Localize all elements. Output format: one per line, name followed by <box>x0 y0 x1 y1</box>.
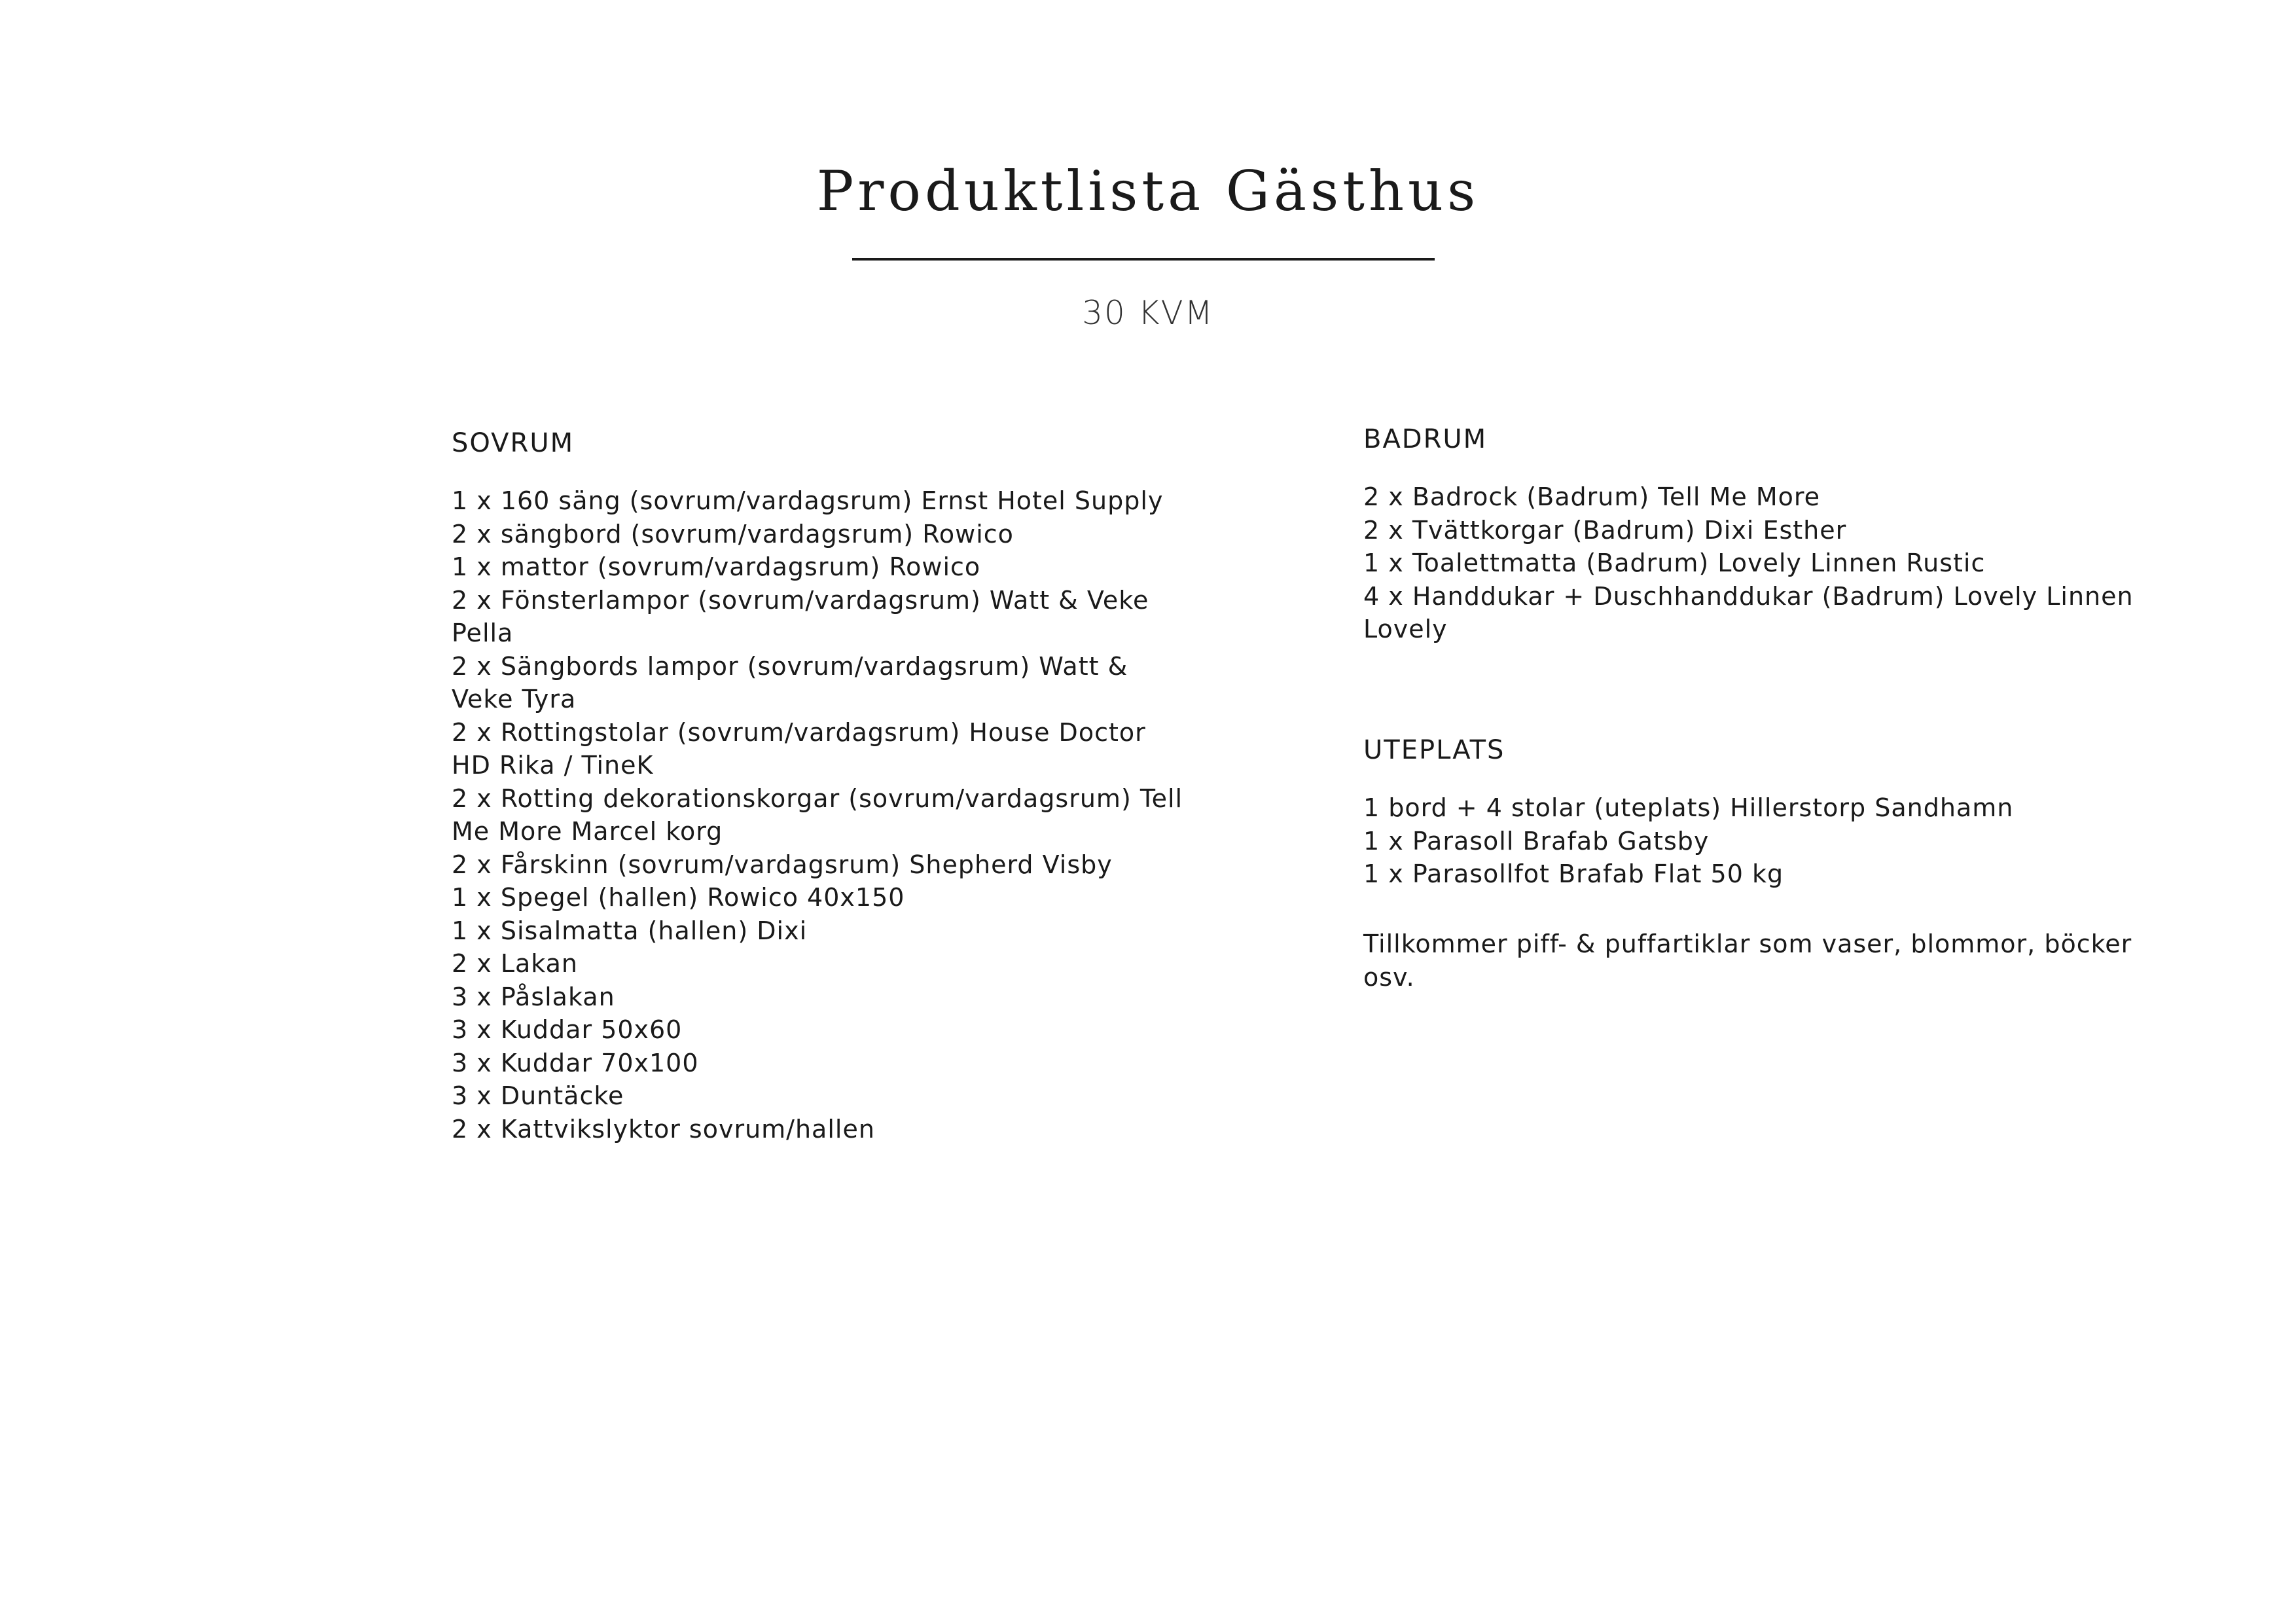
list-item: 4 x Handdukar + Duschhanddukar (Badrum) Lovely Linnen Lovely <box>1363 581 2134 643</box>
list-item: 1 bord + 4 stolar (uteplats) Hillerstorp Sandhamn <box>1363 793 2014 822</box>
list-item: 2 x Badrock (Badrum) Tell Me More <box>1363 482 1821 511</box>
list-item: 3 x Kuddar 50x60 <box>452 1015 683 1044</box>
list-item: 2 x Rotting dekorationskorgar (sovrum/vardagsrum) Tell Me More Marcel korg <box>452 784 1183 846</box>
section-heading-uteplats: UTEPLATS <box>1363 735 1505 765</box>
list-item: 2 x Sängbords lampor (sovrum/vardagsrum) Watt & Veke Tyra <box>452 651 1128 713</box>
list-item: 3 x Påslakan <box>452 982 615 1011</box>
list-item: 2 x Lakan <box>452 949 578 978</box>
page-title: Produktlista Gästhus <box>816 159 1480 223</box>
list-item: 1 x Parasollfot Brafab Flat 50 kg <box>1363 859 1784 888</box>
list-item: 2 x Fönsterlampor (sovrum/vardagsrum) Watt & Veke Pella <box>452 585 1149 647</box>
list-item: 1 x Parasoll Brafab Gatsby <box>1363 826 1710 856</box>
list-item: 2 x Kattvikslyktor sovrum/hallen <box>452 1114 875 1144</box>
list-item: 2 x Fårskinn (sovrum/vardagsrum) Shepherd Visby <box>452 850 1113 879</box>
section-uteplats <box>1363 731 2149 891</box>
title-divider <box>852 258 1435 261</box>
section-sovrum <box>452 424 1185 1146</box>
list-item: 3 x Duntäcke <box>452 1081 624 1110</box>
section-heading-sovrum: SOVRUM <box>452 428 575 458</box>
page-subtitle: 30 KVM <box>1082 294 1214 332</box>
item-list-sovrum <box>452 484 1185 1146</box>
list-item: 1 x 160 säng (sovrum/vardagsrum) Ernst Hotel Supply <box>452 486 1164 515</box>
list-item: 1 x mattor (sovrum/vardagsrum) Rowico <box>452 552 981 581</box>
section-badrum <box>1363 420 2149 646</box>
list-item: 3 x Kuddar 70x100 <box>452 1048 699 1077</box>
list-item: 1 x Sisalmatta (hallen) Dixi <box>452 916 808 945</box>
list-item: 2 x Tvättkorgar (Badrum) Dixi Esther <box>1363 515 1847 545</box>
list-item: 2 x Rottingstolar (sovrum/vardagsrum) House Doctor HD Rika / TineK <box>452 717 1146 780</box>
additional-items-note: Tillkommer piff- & puffartiklar som vaser, blommor, böcker osv. <box>1363 929 2132 992</box>
item-list-badrum <box>1363 480 2149 646</box>
list-item: 2 x sängbord (sovrum/vardagsrum) Rowico <box>452 519 1014 549</box>
section-heading-badrum: BADRUM <box>1363 424 1488 454</box>
list-item: 1 x Spegel (hallen) Rowico 40x150 <box>452 883 905 912</box>
item-list-uteplats <box>1363 791 2149 891</box>
list-item: 1 x Toalettmatta (Badrum) Lovely Linnen Rustic <box>1363 549 1986 577</box>
